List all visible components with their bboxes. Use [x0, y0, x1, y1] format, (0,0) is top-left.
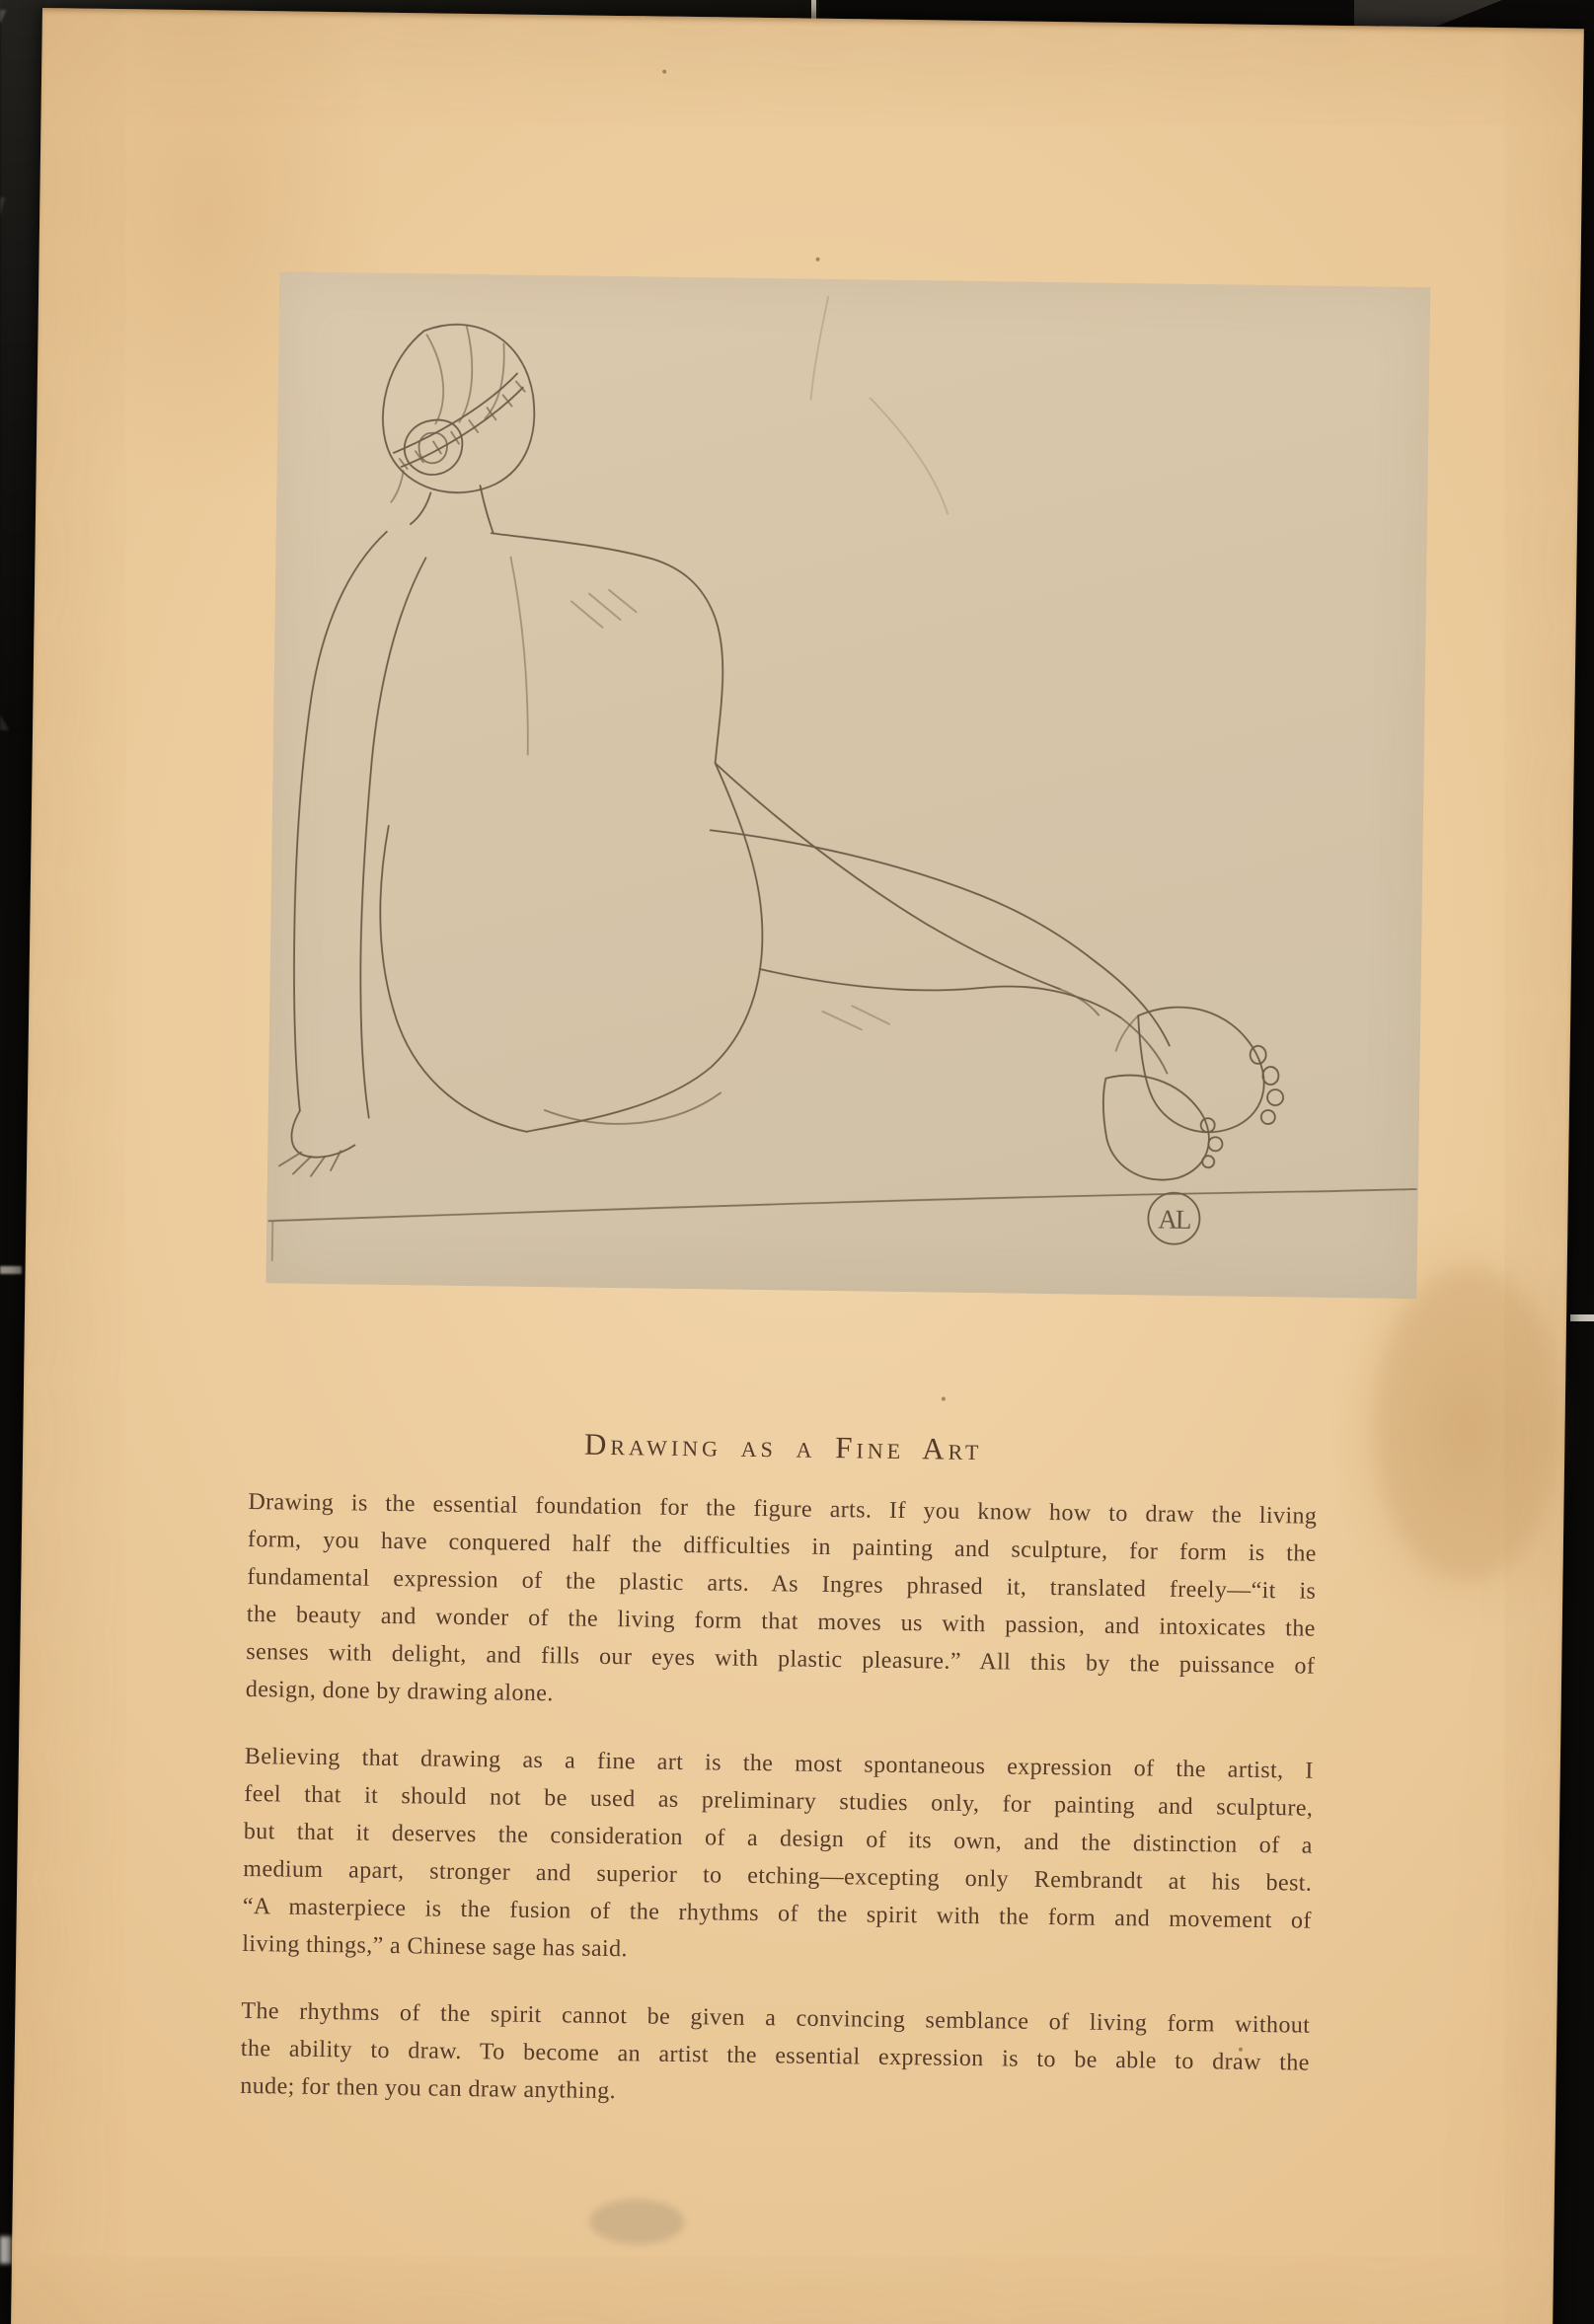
page-stain: [589, 2199, 685, 2245]
supporting-arm-and-hand: [279, 530, 426, 1177]
text-line: the beauty and wonder of the living form that moves us with passion, and intoxicates the: [246, 1601, 1316, 1642]
bench-edge-line: [268, 1173, 1416, 1276]
crossed-feet: [1102, 1007, 1285, 1182]
dust-speck: [942, 1397, 946, 1401]
monogram-letters: AL: [1158, 1204, 1190, 1235]
paragraph: [246, 1483, 1318, 1723]
head-with-braided-bun: [382, 324, 536, 504]
nude-figure-drawing: [266, 271, 1430, 1299]
text-line: but that it deserves the consideration of a design of its own, and the distinction of a: [243, 1818, 1313, 1859]
dust-speck: [816, 258, 820, 262]
book-page: [11, 8, 1584, 2324]
text-line: fundamental expression of the plastic arts. As Ingres phrased it, translated freely—“it is: [247, 1563, 1317, 1605]
article-text: [240, 1483, 1317, 2120]
paragraph: [242, 1738, 1314, 1978]
hip-and-buttock-contour: [377, 759, 765, 1135]
text-line: feel that it should not be used as preliminary studies only, for painting and sculpture,: [244, 1780, 1314, 1822]
text-line: nude; for then you can draw anything.: [240, 2072, 617, 2105]
text-line: design, done by drawing alone.: [245, 1676, 554, 1707]
paragraph: [240, 1992, 1310, 2120]
text-line: Drawing is the essential foundation for the figure arts. If you know how to draw the living: [248, 1488, 1318, 1530]
page-title: Drawing as a Fine Art: [583, 1426, 983, 1467]
stray-pencil-marks: [809, 297, 950, 514]
tile-grout-line-right: [1570, 1314, 1594, 1321]
text-line: “A masterpiece is the fusion of the rhythms of the spirit with the form and movement of: [242, 1893, 1312, 1934]
text-line: form, you have conquered half the difficulties in painting and sculpture, for form is the: [247, 1526, 1317, 1567]
torso-back-contour: [489, 533, 725, 763]
page-stain: [1371, 1265, 1562, 1584]
artist-monogram: [1148, 1192, 1200, 1244]
text-line: medium apart, stronger and superior to etching—excepting only Rembrandt at his best.: [243, 1855, 1313, 1897]
text-line: living things,” a Chinese sage has said.: [242, 1930, 629, 1963]
tile-grout-line-left: [0, 1266, 22, 1274]
dust-speck: [662, 70, 666, 74]
extended-legs: [707, 830, 1172, 1073]
right-arm-across-legs: [712, 763, 1101, 1014]
text-line: the ability to draw. To become an artist the essential expression is to be able to draw the: [240, 2035, 1310, 2076]
text-line: The rhythms of the spirit cannot be given a convincing semblance of living form without: [241, 1997, 1311, 2039]
text-line: senses with delight, and fills our eyes with plastic pleasure.” All this by the puissance of: [246, 1638, 1316, 1680]
figure-drawing-plate: [266, 271, 1430, 1299]
text-line: Believing that drawing as a fine art is the most spontaneous expression of the artist, I: [244, 1743, 1314, 1784]
floor-highlight-mark: [0, 2236, 12, 2264]
